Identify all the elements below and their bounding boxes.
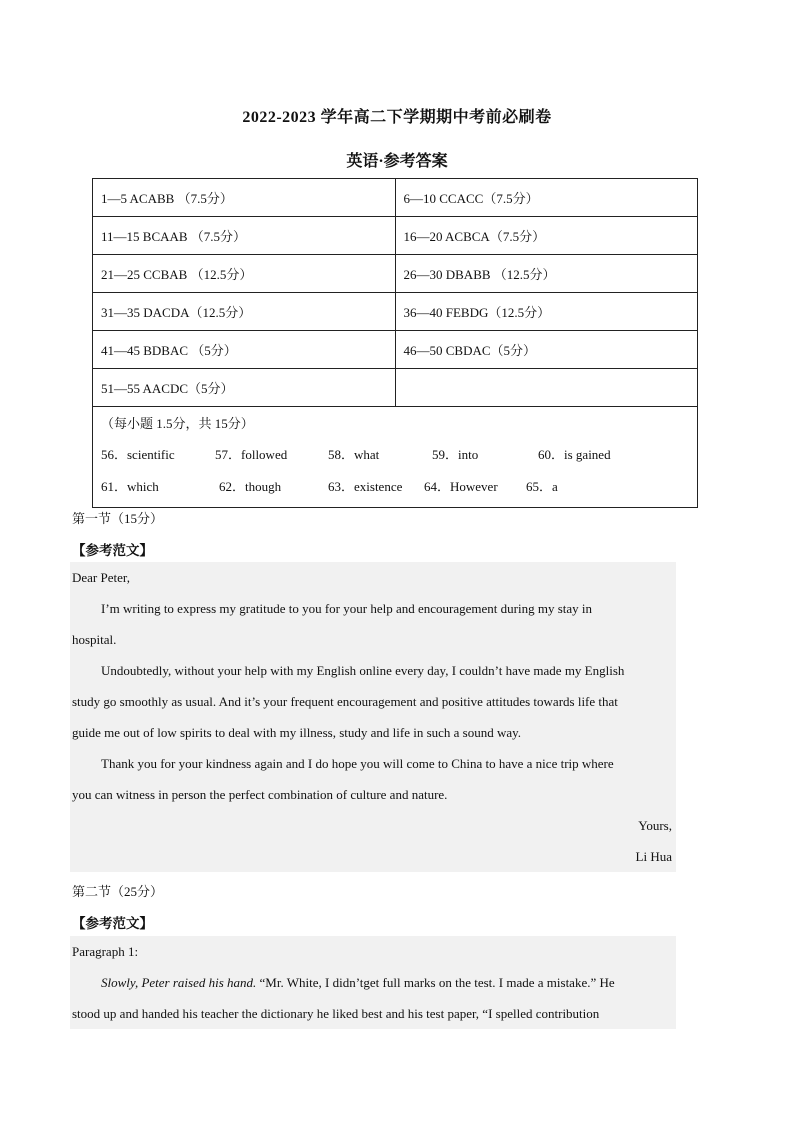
answer-cell: 46—50 CBDAC（5分）	[395, 331, 698, 369]
fill-in-answer: 56．scientific	[101, 446, 175, 462]
fill-in-answer: 60．is gained	[538, 446, 611, 462]
essay-line: stood up and handed his teacher the dictionary he liked best and his test paper, “I spelled contribution	[72, 1006, 600, 1021]
section2-heading: 第二节（25分）	[72, 884, 164, 899]
fill-in-answer: 58．what	[328, 446, 380, 462]
essay-line	[70, 967, 676, 998]
table-row	[93, 179, 698, 217]
fill-in-heading: （每小题 1.5分，共 15分）	[101, 416, 254, 431]
document-title: 2022-2023 学年高二下学期期中考前必刷卷	[242, 109, 552, 126]
table-row	[93, 217, 698, 255]
essay-line: you can witness in person the perfect combination of culture and nature.	[72, 787, 448, 802]
essay-line: I’m writing to express my gratitude to you for your help and encouragement during my stay in	[101, 601, 592, 616]
essay-line: Thank you for your kindness again and I do hope you will come to China to have a nice trip where	[101, 756, 614, 771]
answer-cell	[395, 369, 698, 407]
answer-cell: 31—35 DACDA（12.5分）	[93, 293, 396, 331]
table-row	[93, 407, 698, 508]
answer-cell: 1—5 ACABB （7.5分）	[93, 179, 396, 217]
essay-line: Dear Peter,	[72, 570, 130, 585]
document-subtitle: 英语·参考答案	[346, 153, 448, 170]
paragraph-label: Paragraph 1:	[72, 944, 139, 959]
answer-cell: 16—20 ACBCA（7.5分）	[395, 217, 698, 255]
answer-cell: 21—25 CCBAB （12.5分）	[93, 255, 396, 293]
essay-line: study go smoothly as usual. And it’s your frequent encouragement and positive attitudes towards life that	[72, 694, 618, 709]
section2-ref-label: 【参考范文】	[72, 916, 153, 931]
essay-closing: Yours,	[638, 818, 672, 833]
answer-cell: 36—40 FEBDG（12.5分）	[395, 293, 698, 331]
essay-line-text: “Mr. White, I didn’tget full marks on the test. I made a mistake.” He	[256, 975, 615, 990]
essay-line: Undoubtedly, without your help with my English online every day, I couldn’t have made my English	[101, 663, 625, 678]
fill-in-answer: 61．which	[101, 478, 159, 494]
answer-cell: 26—30 DBABB （12.5分）	[395, 255, 698, 293]
fill-in-answer: 59．into	[432, 446, 479, 462]
section1-essay	[70, 562, 676, 872]
essay-line: guide me out of low spirits to deal with my illness, study and life in such a sound way.	[72, 725, 522, 740]
fill-in-answer: 64．However	[424, 478, 498, 494]
answer-table	[92, 178, 698, 508]
fill-in-answer: 65．a	[526, 478, 558, 494]
essay-signature: Li Hua	[635, 849, 672, 864]
fill-in-row	[101, 469, 689, 501]
fill-in-answer: 63．existence	[328, 478, 403, 494]
answer-cell: 41—45 BDBAC （5分）	[93, 331, 396, 369]
section1-heading: 第一节（15分）	[72, 511, 164, 526]
section1-ref-label: 【参考范文】	[72, 543, 153, 558]
fill-in-row	[101, 437, 689, 469]
fill-in-cell	[93, 407, 698, 508]
italic-prompt: Slowly, Peter raised his hand.	[101, 975, 257, 990]
section2-essay	[70, 936, 676, 1029]
fill-in-answer: 62．though	[219, 478, 282, 494]
answer-cell: 51—55 AACDC（5分）	[93, 369, 396, 407]
fill-in-answer: 57．followed	[215, 446, 288, 462]
table-row	[93, 369, 698, 407]
table-row	[93, 331, 698, 369]
essay-line: hospital.	[72, 632, 117, 647]
table-row	[93, 255, 698, 293]
table-row	[93, 293, 698, 331]
answer-cell: 6—10 CCACC（7.5分）	[395, 179, 698, 217]
answer-cell: 11—15 BCAAB （7.5分）	[93, 217, 396, 255]
